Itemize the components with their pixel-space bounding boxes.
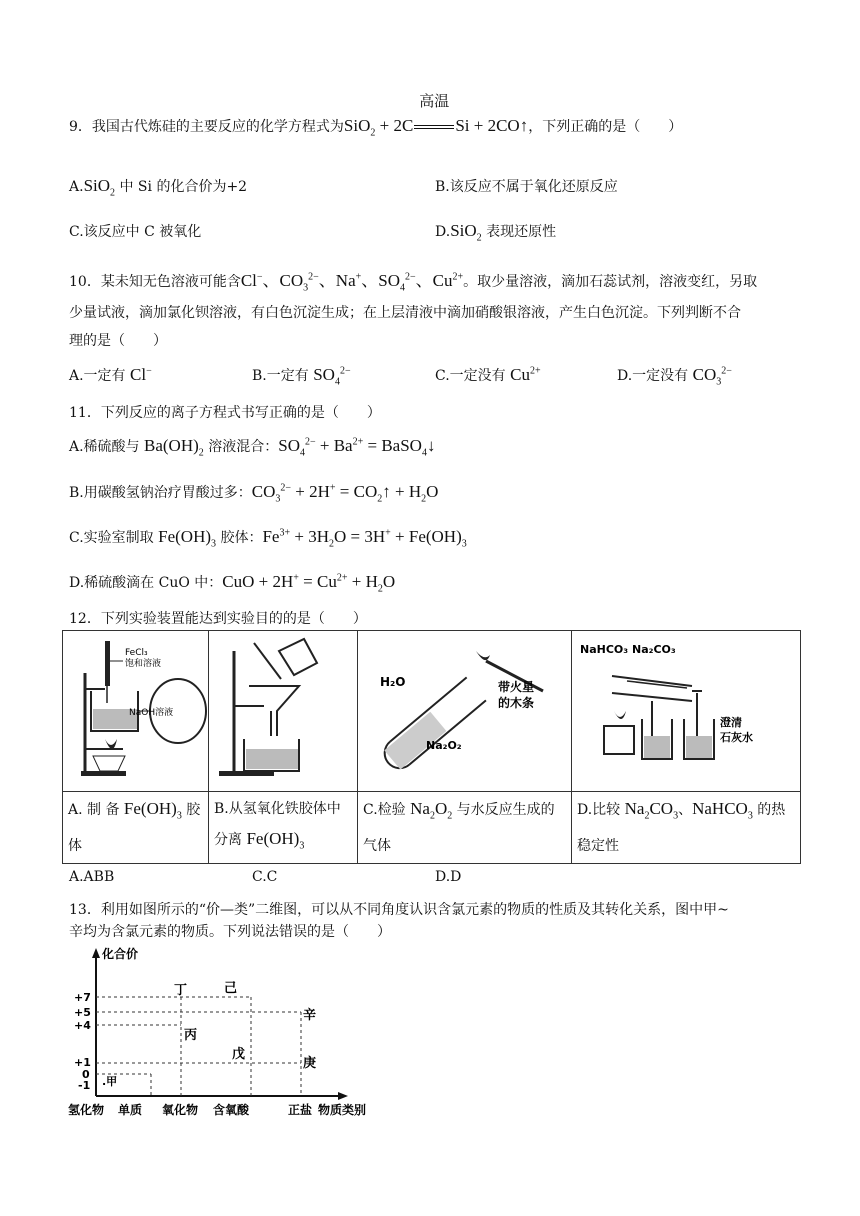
label-na2o2: Na₂O₂ <box>426 739 462 752</box>
figure-c-diagram <box>358 631 571 791</box>
label-limewater-2: 石灰水 <box>720 731 753 744</box>
label-na2co3: Na₂CO₃ <box>632 643 676 656</box>
point-jia: .甲 <box>102 1075 118 1088</box>
figure-b-diagram <box>209 631 357 791</box>
q12-answer-a: A.ABB <box>69 869 115 885</box>
q10-line2: 少量试液，滴加氯化钡溶液，有白色沉淀生成；在上层清液中滴加硝酸银溶液，产生白色沉淀。下列判断不合 <box>69 305 741 321</box>
label-fecl3: FeCl₃ <box>125 648 148 658</box>
q12-answer-c: C.C <box>252 869 278 885</box>
q9-option-a: A.SiO$_2$ 中 Si 的化合价为+2 <box>69 176 248 199</box>
point-ji: 己 <box>224 981 238 996</box>
point-xin: 辛 <box>303 1008 317 1023</box>
xcat-oxide: 氧化物 <box>162 1103 199 1117</box>
chart-xlabel: 物质类别 <box>318 1103 367 1117</box>
q13-line2: 辛均为含氯元素的物质。下列说法错误的是（ ） <box>69 924 391 940</box>
q9-option-b: B.该反应不属于氧化还原反应 <box>435 179 618 195</box>
caption-c: C.检验 $Na_2O_2$ 与水反应生成的气体 <box>358 792 572 864</box>
figure-d-cell <box>572 631 801 792</box>
point-geng: 庚 <box>303 1056 317 1071</box>
point-ding: 丁 <box>174 983 188 998</box>
label-saturated: 饱和溶液 <box>125 659 162 669</box>
caption-d: D.比较 $Na_2CO_3$、NaHCO$_3$ 的热稳定性 <box>572 792 801 864</box>
caption-a: A. 制 备 $Fe(OH)_3$ 胶体 <box>63 792 209 864</box>
q9-condition: 高温 <box>419 94 450 110</box>
q10-line1: 10．某未知无色溶液可能含Cl−、$CO_3^{2-}$、Na+、$SO_4^{2-}$、$Cu^{2+}$。取少量溶液，滴加石蕊试剂，溶液变红，另取 <box>69 271 758 294</box>
q11-option-a: A.稀硫酸与 $Ba(OH)_2$ 溶液混合：$SO_4^{2-} + Ba^{2+}$ = BaSO$_4$↓ <box>69 436 436 459</box>
q13-line1: 13．利用如图所示的“价—类”二维图，可以从不同角度认识含氯元素的物质的性质及其转化关系，图中甲~ <box>69 902 729 918</box>
figure-c-cell <box>358 631 572 792</box>
valence-class-chart <box>66 946 406 1126</box>
figure-a-cell <box>63 631 209 792</box>
q10-option-b: B.一定有 $SO_4^{2-}$ <box>252 365 351 388</box>
q11-option-d: D.稀硫酸滴在 CuO 中：CuO + $2H^+ = Cu^{2+} + H_2O$ <box>69 572 396 595</box>
xcat-hydride: 氢化物 <box>68 1103 105 1117</box>
figure-d-diagram <box>572 631 800 791</box>
ytick-0: 0 <box>82 1068 90 1081</box>
label-water: H₂O <box>380 675 406 689</box>
q12-apparatus-table <box>62 630 801 864</box>
q11-option-c: C.实验室制取 $Fe(OH)_3$ 胶体：$Fe^{3+} + 3H_2O = 3H^+ + Fe(OH)_3$ <box>69 527 467 550</box>
figure-b-cell <box>209 631 358 792</box>
label-naoh: NaOH溶液 <box>129 708 174 718</box>
caption-b: B.从氢氧化铁胶体中分离 $Fe(OH)_3$ <box>209 792 358 864</box>
label-nahco3: NaHCO₃ <box>580 643 629 656</box>
xcat-element: 单质 <box>118 1103 143 1117</box>
q10-option-d: D.一定没有 $CO_3^{2-}$ <box>617 365 732 388</box>
q9-option-c: C.该反应中 C 被氧化 <box>69 224 202 240</box>
figure-a-diagram <box>63 631 208 791</box>
q11-stem: 11．下列反应的离子方程式书写正确的是（ ） <box>69 405 381 421</box>
q11-option-b: B.用碳酸氢钠治疗胃酸过多：$CO_3^{2-} + 2H^+$ = $CO_2↑ + H_2O$ <box>69 482 439 505</box>
ytick-1: +1 <box>74 1056 91 1069</box>
label-splint-1: 带火星 <box>498 680 535 694</box>
ytick-neg1: -1 <box>78 1079 91 1092</box>
label-limewater-1: 澄清 <box>720 716 742 729</box>
q10-option-a: A.一定有 Cl− <box>69 365 152 384</box>
ytick-4: +4 <box>74 1019 91 1032</box>
q9-option-d: D.SiO$_2$ 表现还原性 <box>435 221 557 244</box>
point-bing: 丙 <box>184 1028 198 1043</box>
label-splint-2: 的木条 <box>498 696 535 710</box>
ytick-5: +5 <box>74 1006 91 1019</box>
chart-ylabel: 化合价 <box>102 947 139 961</box>
ytick-7: +7 <box>74 991 91 1004</box>
xcat-oxyacid: 含氧酸 <box>213 1103 250 1117</box>
q12-answer-d: D.D <box>435 869 462 885</box>
q12-stem: 12．下列实验装置能达到实验目的的是（ ） <box>69 611 367 627</box>
q10-line3: 理的是（ ） <box>69 333 167 349</box>
q9-stem: 9．我国古代炼硅的主要反应的化学方程式为SiO$_2$ + 2C 高温 Si + 2CO↑，下列正确的是（ ） <box>69 116 682 138</box>
point-wu: 戊 <box>232 1047 246 1062</box>
xcat-salt: 正盐 <box>288 1103 313 1117</box>
q10-option-c: C.一定没有 $Cu^{2+}$ <box>435 365 541 384</box>
